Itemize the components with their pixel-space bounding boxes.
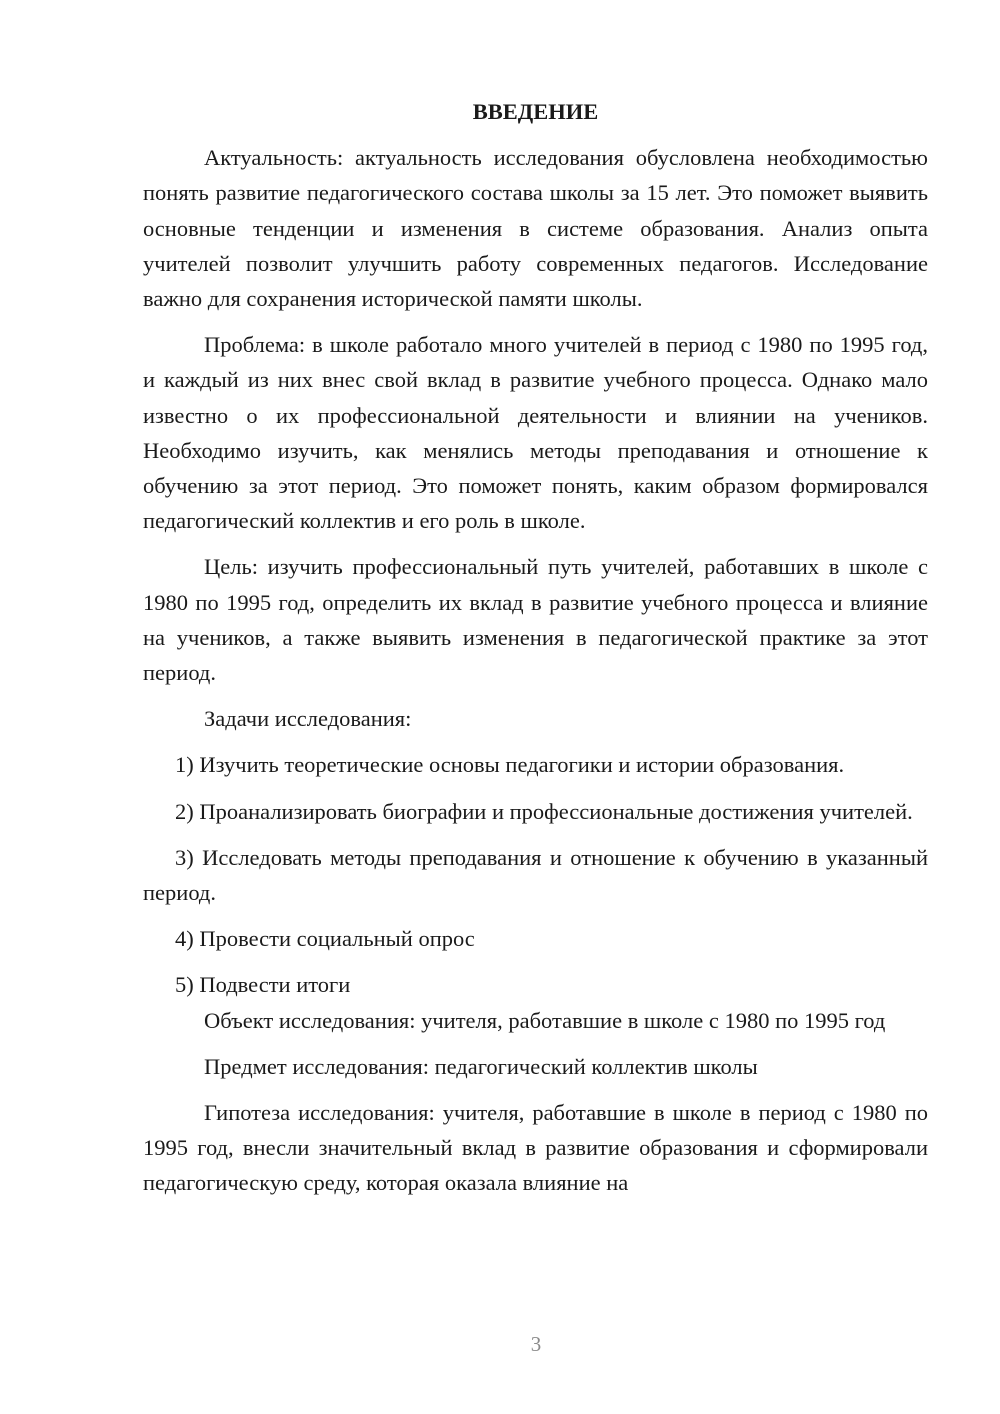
task-item-5: 5) Подвести итоги [175,972,351,998]
relevance-paragraph: Актуальность: актуальность исследования обусловлена необходимостью понять развитие педагогического состава школы за 15 лет. Это поможет выявить основные тенденции и изменения в системе образования. Анализ опыта учителей позволит улучшить работу современных педагогов. Исследование важно для сохранения исторической памяти школы. [143,145,928,312]
page-number: 3 [530,1332,542,1356]
tasks-title: Задачи исследования: [204,706,412,732]
goal-paragraph: Цель: изучить профессиональный путь учителей, работавших в школе с 1980 по 1995 год, определить их вклад в развитие учебного процесса и влияние на учеников, а также выявить изменения в педагогической практике за этот период. [143,554,928,686]
hypothesis-paragraph: Гипотеза исследования: учителя, работавшие в школе в период с 1980 по 1995 год, внесли значительный вклад в развитие образования и сформировали педагогическую среду, которая оказала влияние на [143,1100,928,1196]
page-content [143,94,928,1201]
research-object-paragraph: Объект исследования: учителя, работавшие в школе с 1980 по 1995 год [204,1007,886,1033]
task-item-1: 1) Изучить теоретические основы педагогики и истории образования. [175,752,845,778]
task-item-4: 4) Провести социальный опрос [175,926,475,952]
research-subject-paragraph: Предмет исследования: педагогический коллектив школы [204,1053,758,1079]
task-item-3: 3) Исследовать методы преподавания и отношение к обучению в указанный период. [143,844,928,906]
section-heading: ВВЕДЕНИЕ [472,99,599,124]
task-item-2: 2) Проанализировать биографии и профессиональные достижения учителей. [175,798,913,824]
problem-paragraph: Проблема: в школе работало много учителей в период с 1980 по 1995 год, и каждый из них внес свой вклад в развитие учебного процесса. Однако мало известно о их профессиональной деятельности и влиянии на учеников. Необходимо изучить, как менялись методы преподавания и отношение к обучению за этот период. Это поможет понять, каким образом формировался педагогический коллектив и его роль в школе. [143,332,928,534]
